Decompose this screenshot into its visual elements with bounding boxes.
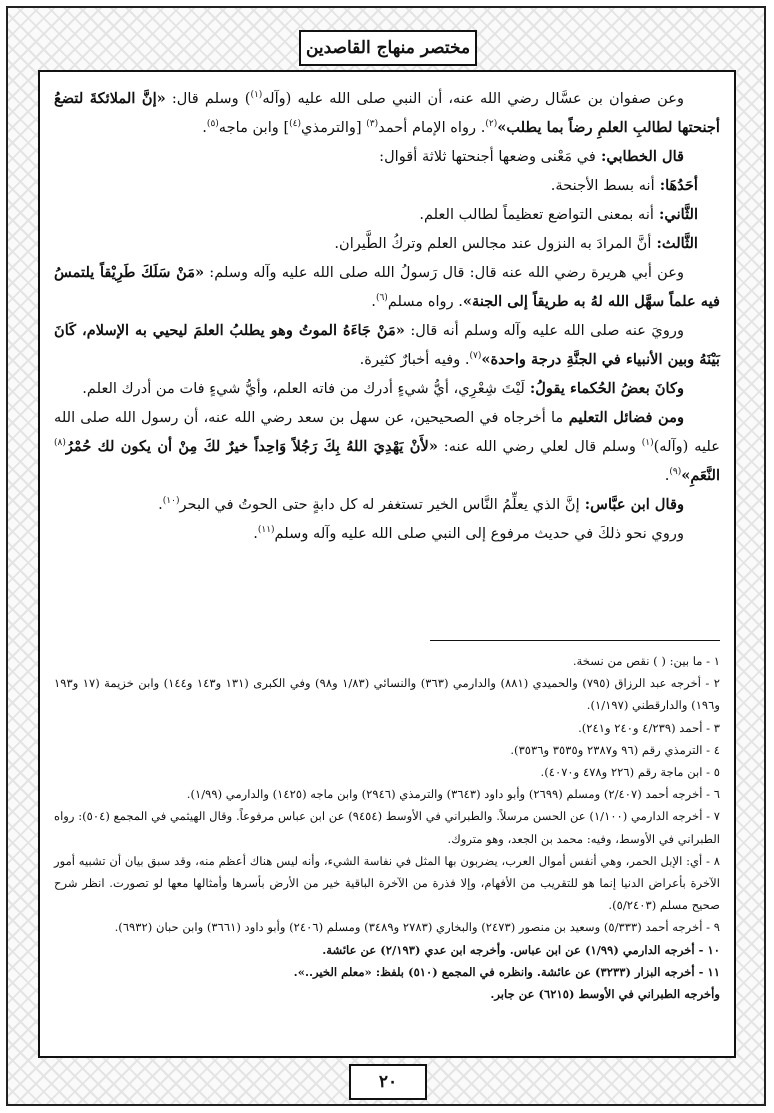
paragraph-khattabi: قال الخطابي: في مَعْنى وضعها أجنحتها ثلاثة أقوال:: [379, 148, 684, 165]
footnote-11: ١١ - أخرجه البزار (٣٢٣٣) عن عائشة. وانظره في المجمع (٥١٠) بلفظ: «معلم الخير..».: [293, 964, 720, 979]
footnote-11-continued: وأخرجه الطبراني في الأوسط (٦٢١٥) عن جابر.: [490, 987, 720, 1002]
paragraph-marfu-hadith: وروي نحو ذلكَ في حديث مرفوع إلى النبي صلى الله عليه وآله وسلم$^{(١١)}$.: [253, 525, 684, 542]
footnote-5: ٥ - ابن ماجة رقم (٢٢٦ و٤٧٨ و٤٠٧٠).: [540, 765, 720, 780]
paragraph-ibn-abbas: وقال ابن عبَّاس: إنَّ الذي يعلِّمُ النَّاس الخير تستغفر له كل دابةٍ حتى الحوتُ في البحر$^{(١٠)}$.: [158, 496, 684, 513]
page-content: [38, 70, 736, 1058]
paragraph-first-opinion: أحَدُهَا: أنه بسط الأجنحة.: [550, 177, 698, 194]
footnotes: [54, 650, 720, 1005]
footnote-4: ٤ - الترمذي رقم (٩٦ و٢٣٨٧ و٣٥٣٥ و٣٥٣٦).: [510, 742, 720, 757]
page-number-box: [349, 1064, 427, 1100]
paragraph-death-seeking-knowledge: ورويَ عنه صلى الله عليه وآله وسلم أنه قال: «مَنْ جَاءَهُ الموتُ وهو يطلبُ العلمَ ليحيي به الإسلام، كَانَ بَيْنَهُ وبين الأنبياء في الجنَّةِ درجة واحدة»$^{(٧)}$. وفيه أخبارٌ كثيرة.: [54, 322, 720, 368]
paragraph-third-opinion: الثَّالث: أنَّ المرادَ به النزول عند مجالس العلم وتركُ الطَّيران.: [334, 235, 698, 252]
footnote-8: ٨ - أي: الإبل الحمر، وهي أنفس أموال العرب، يضربون بها المثل في نفاسة الشيء، وأنه ليس هناك أعظم منه، وقد سبق بيان أن تشبيه أمور الآخرة بأعراض الدنيا إنما هو للتقريب من الأفهام، وإلا فذرة من الآخرة الباقية خير من الأرض بأسرها وأمثالها معها لو تصورت. انظر شرح صحيح مسلم (٥/٢٤٠٣).: [54, 853, 720, 913]
paragraph-abu-hurayra-hadith: وعن أبي هريرة رضي الله عنه قال: قال رَسولُ الله صلى الله عليه وآله وسلم: «مَنْ سَلَكَ طَرِيْقاً يلتمسُ فيه علماً سهَّل الله لهُ به طريقاً إلى الجنة». رواه مسلم$^{(٦)}$.: [54, 264, 720, 310]
paragraph-wise-saying: وكانَ بعضُ الحُكماء يقولُ: لَيْتَ شِعْرِي، أيُّ شيءٍ أدرك من فاته العلم، وأيُّ شيءٍ فات من أدرك العلم.: [82, 380, 684, 397]
paragraph-virtues-of-teaching: ومن فضائل التعليم ما أخرجاه في الصحيحين، عن سهل بن سعد رضي الله عنه، أن رسول الله صلى الله عليه (وآله)$^{(١)}$ وسلم قال لعلي رضي الله عنه: «لأَنْ يَهْدِيَ اللهُ بِكَ رَجُلاً وَاحِداً خيرٌ لكَ مِنْ أن يكون لك حُمْرُ$^{(٨)}$ النَّعَمِ»$^{(٩)}$.: [54, 409, 720, 484]
footnote-separator: [430, 640, 720, 641]
page-number: ٢٠: [378, 1072, 398, 1092]
footnote-3: ٣ - أحمد (٤/٢٣٩ و٢٤٠ و٢٤١).: [578, 720, 720, 735]
paragraph-second-opinion: الثَّاني: أنه بمعنى التواضع تعظيماً لطالب العلم.: [419, 206, 698, 223]
paragraph-safwan-hadith: وعن صفوان بن عسَّال رضي الله عنه، أن النبي صلى الله عليه (وآله$^{(١)}$) وسلم قال: «إنَّ الملائكةَ لتضعُ أجنحتها لطالبِ العلمِ رضاً بما يطلب»$^{(٢)}$. رواه الإمام أحمد$^{(٣)}$ [والترمذي$^{(٤)}$] وابن ماجه$^{(٥)}$.: [54, 90, 720, 136]
footnote-7: ٧ - أخرجه الدارمي (١/١٠٠) عن الحسن مرسلاً. والطبراني في الأوسط (٩٤٥٤) عن ابن عباس مرفوعاً. وقال الهيثمي في المجمع (٥٠٤): رواه الطبراني في الأوسط، وفيه: محمد بن الجعد، وهو متروك.: [54, 809, 720, 846]
footnote-1: ١ - ما بين: ( ) نقص من نسخة.: [572, 654, 720, 668]
footnote-10: ١٠ - أخرجه الدارمي (١/٩٩) عن ابن عباس. وأخرجه ابن عدي (٢/١٩٣) عن عائشة.: [322, 942, 720, 957]
running-header: [299, 30, 477, 66]
footnote-6: ٦ - أخرجه أحمد (٢/٤٠٧) ومسلم (٢٦٩٩) وأبو داود (٣٦٤٣) والترمذي (٢٩٤٦) وابن ماجه (١٤٢٥) والدارمي (١/٩٩).: [186, 787, 720, 802]
footnote-9: ٩ - أخرجه أحمد (٥/٣٣٣) وسعيد بن منصور (٢٤٧٣) والبخاري (٢٧٨٣ و٣٤٨٩) ومسلم (٢٤٠٦) وأبو داود (٣٦٦١) وابن حبان (٦٩٣٢).: [114, 920, 720, 935]
book-title: مختصر منهاج القاصدين: [305, 38, 471, 58]
footnote-2: ٢ - أخرجه عبد الرزاق (٧٩٥) والحميدي (٨٨١) والدارمي (٣٦٣) والنسائي (١/٨٣ و٩٨) وفي الكبرى (١٣١ و١٤٣ و١٤٤) وابن خزيمة (١٧ و١٩٣ و١٩٦) والدارقطني (١/١٩٧).: [54, 676, 720, 713]
main-text: [54, 84, 720, 548]
